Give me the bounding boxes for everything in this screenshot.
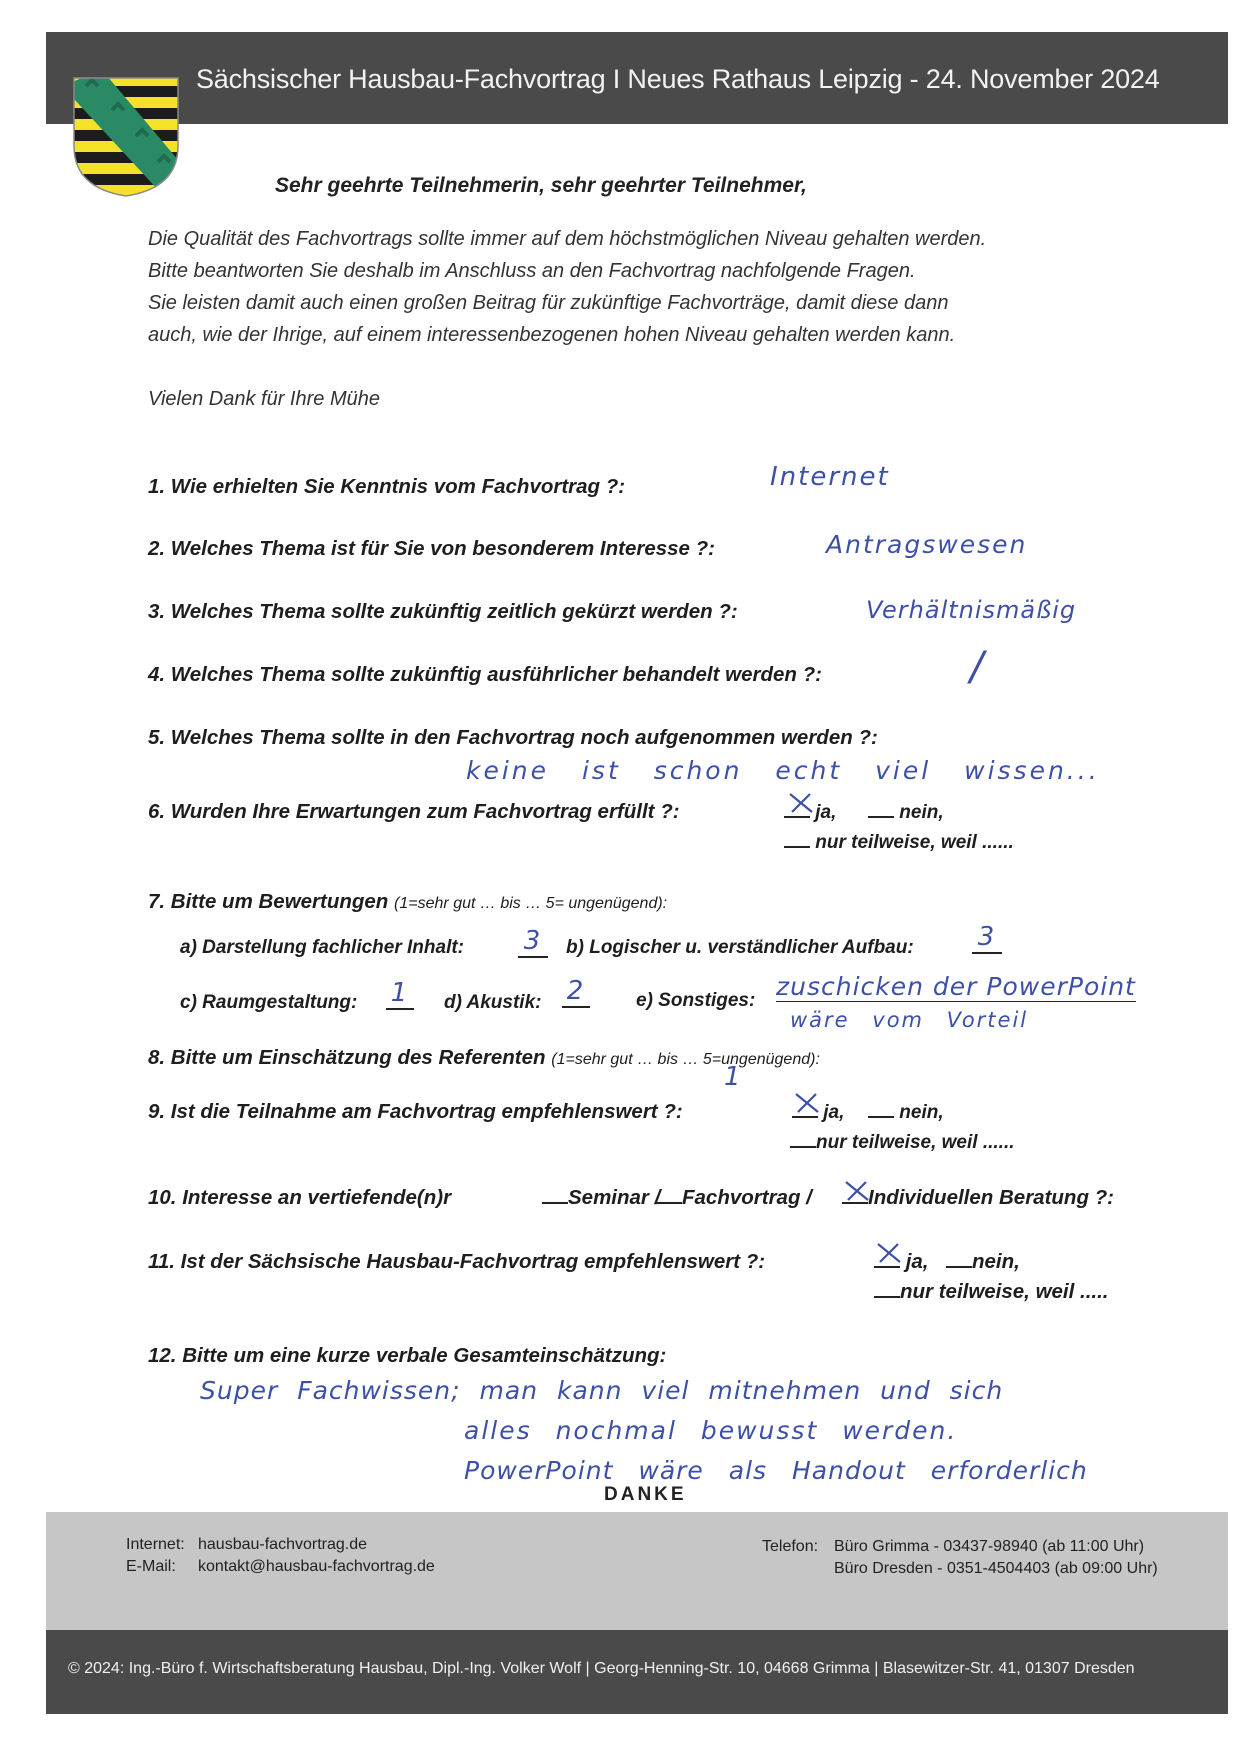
q7c-label: c) Raumgestaltung:: [180, 992, 358, 1013]
q12-answer-line-3[interactable]: PowerPoint wäre als Handout erforderlich: [464, 1456, 1088, 1485]
footer-phone-label: Telefon:: [762, 1538, 819, 1555]
q9-option-no[interactable]: nein,: [868, 1100, 944, 1124]
q7e-label: e) Sonstiges:: [636, 990, 756, 1011]
q8-scale: (1=sehr gut … bis … 5=ungenügend):: [551, 1051, 820, 1068]
q6-option-no[interactable]: nein,: [868, 800, 944, 824]
q11-check-mark-icon: [874, 1242, 904, 1264]
q11-option-no[interactable]: nein,: [946, 1250, 1020, 1274]
question-5-label: 5. Welches Thema sollte in den Fachvortrag noch aufgenommen werden ?:: [148, 726, 878, 749]
question-5-answer[interactable]: keine ist schon echt viel wissen...: [466, 756, 1100, 785]
question-9-label: 9. Ist die Teilnahme am Fachvortrag empfehlenswert ?:: [148, 1100, 683, 1123]
q7-scale: (1=sehr gut … bis … 5= ungenügend):: [394, 895, 668, 912]
q7a-label: a) Darstellung fachlicher Inhalt:: [180, 937, 464, 958]
q11-option-partial[interactable]: nur teilweise, weil .....: [874, 1280, 1108, 1304]
question-3-answer[interactable]: Verhältnismäßig: [866, 596, 1077, 624]
question-6-label: 6. Wurden Ihre Erwartungen zum Fachvortrag erfüllt ?:: [148, 800, 680, 823]
footer-phone-grimma: Büro Grimma - 03437-98940 (ab 11:00 Uhr): [834, 1538, 1145, 1555]
copyright-text: © 2024: Ing.-Büro f. Wirtschaftsberatung Hausbau, Dipl.-Ing. Volker Wolf | Georg-Henning-Str. 10, 04668 Grimma | Blasewitzer-Str. 41, 01307 Dresden: [68, 1660, 1135, 1677]
question-3-label: 3. Welches Thema sollte zukünftig zeitlich gekürzt werden ?:: [148, 600, 738, 623]
q10-option-seminar[interactable]: Seminar /: [542, 1186, 660, 1210]
footer-email-link[interactable]: kontakt@hausbau-fachvortrag.de: [198, 1558, 435, 1575]
q10-option-beratung[interactable]: Individuellen Beratung ?:: [842, 1186, 1114, 1210]
q7d-label: d) Akustik:: [444, 992, 542, 1013]
q10-option-fachvortrag[interactable]: Fachvortrag /: [656, 1186, 812, 1210]
question-7-label: 7. Bitte um Bewertungen (1=sehr gut … bis … 5= ungenügend):: [148, 890, 668, 913]
intro-line-3: Sie leisten damit auch einen großen Beitrag für zukünftige Fachvorträge, damit diese dann: [148, 292, 949, 314]
q7d-value[interactable]: 2: [562, 976, 590, 1008]
q6-check-mark-icon: [786, 792, 816, 814]
danke-text: DANKE: [604, 1484, 687, 1505]
intro-line-1: Die Qualität des Fachvortrags sollte immer auf dem höchstmöglichen Niveau gehalten werden.: [148, 228, 987, 250]
question-1-label: 1. Wie erhielten Sie Kenntnis vom Fachvortrag ?:: [148, 475, 626, 498]
q7a-value[interactable]: 3: [518, 926, 548, 958]
q7b-label: b) Logischer u. verständlicher Aufbau:: [566, 937, 914, 958]
footer-internet-label: Internet:: [126, 1536, 185, 1553]
q7b-value[interactable]: 3: [972, 922, 1002, 954]
q7e-value-line-2[interactable]: wäre vom Vorteil: [790, 1008, 1029, 1032]
question-4-label: 4. Welches Thema sollte zukünftig ausführlicher behandelt werden ?:: [148, 663, 822, 686]
q10-check-mark-icon: [842, 1180, 872, 1202]
q12-answer-line-1[interactable]: Super Fachwissen; man kann viel mitnehmen und sich: [200, 1376, 1004, 1405]
question-2-answer[interactable]: Antragswesen: [826, 530, 1028, 559]
intro-line-2: Bitte beantworten Sie deshalb im Anschluss an den Fachvortrag nachfolgende Fragen.: [148, 260, 916, 282]
q12-answer-line-2[interactable]: alles nochmal bewusst werden.: [464, 1416, 958, 1445]
footer-internet-link[interactable]: hausbau-fachvortrag.de: [198, 1536, 367, 1553]
header-title: Sächsischer Hausbau-Fachvortrag I Neues Rathaus Leipzig - 24. November 2024: [196, 64, 1160, 94]
q7e-value-line-1[interactable]: zuschicken der PowerPoint: [776, 972, 1136, 1001]
q7c-value[interactable]: 1: [386, 978, 414, 1010]
q9-option-partial[interactable]: nur teilweise, weil ......: [790, 1130, 1015, 1154]
question-10-label: 10. Interesse an vertiefende(n)r: [148, 1186, 452, 1209]
question-2-label: 2. Welches Thema ist für Sie von besonderem Interesse ?:: [148, 537, 715, 560]
q9-option-yes[interactable]: ja,: [792, 1100, 844, 1124]
q9-check-mark-icon: [792, 1092, 822, 1114]
question-8-label: 8. Bitte um Einschätzung des Referenten (1=sehr gut … bis … 5=ungenügend):: [148, 1046, 820, 1069]
intro-line-4: auch, wie der Ihrige, auf einem interessenbezogenen hohen Niveau gehalten werden kann.: [148, 324, 956, 346]
q8-value[interactable]: 1: [724, 1062, 743, 1092]
footer-phone-dresden: Büro Dresden - 0351-4504403 (ab 09:00 Uhr): [834, 1560, 1158, 1577]
saxony-coat-of-arms-icon: [72, 76, 180, 198]
q6-option-partial[interactable]: nur teilweise, weil ......: [784, 830, 1014, 854]
q11-option-yes[interactable]: ja,: [874, 1250, 929, 1274]
footer-email-label: E-Mail:: [126, 1558, 176, 1575]
greeting: Sehr geehrte Teilnehmerin, sehr geehrter Teilnehmer,: [275, 174, 807, 197]
question-11-label: 11. Ist der Sächsische Hausbau-Fachvortrag empfehlenswert ?:: [148, 1250, 766, 1273]
question-4-answer[interactable]: /: [970, 644, 986, 690]
q6-option-yes[interactable]: ja,: [784, 800, 836, 824]
question-12-label: 12. Bitte um eine kurze verbale Gesamteinschätzung:: [148, 1344, 667, 1367]
thanks-line: Vielen Dank für Ihre Mühe: [148, 388, 380, 410]
question-1-answer[interactable]: Internet: [770, 462, 890, 492]
